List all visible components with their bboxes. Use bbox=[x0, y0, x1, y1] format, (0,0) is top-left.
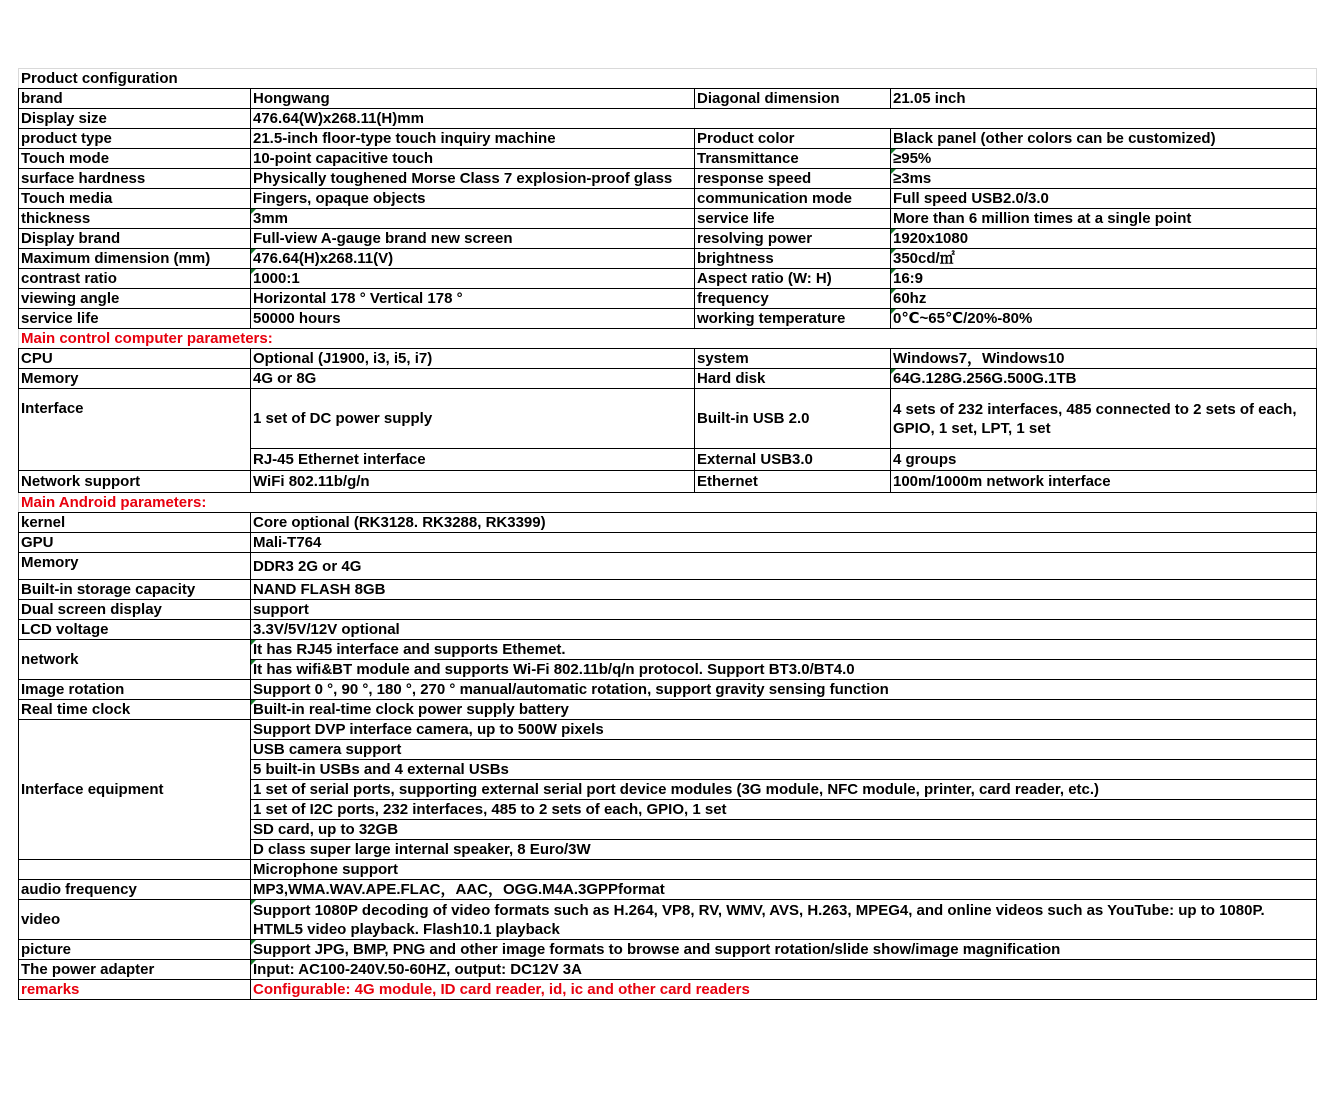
video-value: Support 1080P decoding of video formats such as H.264, VP8, RV, WMV, AVS, H.263, MPEG4, and online videos such as YouTube: up to 1080P. HTML5 video playback. Flash10.1 playback bbox=[251, 900, 1317, 940]
aspect-ratio-label: Aspect ratio (W: H) bbox=[695, 269, 891, 289]
usb30-label: External USB3.0 bbox=[695, 449, 891, 471]
picture-value: Support JPG, BMP, PNG and other image formats to browse and support rotation/slide show/image magnification bbox=[251, 940, 1317, 960]
remarks-value: Configurable: 4G module, ID card reader, id, ic and other card readers bbox=[251, 980, 1317, 1000]
power-adapter-label: The power adapter bbox=[19, 960, 251, 980]
viewing-angle-value: Horizontal 178 ° Vertical 178 ° bbox=[251, 289, 695, 309]
dc-power-value: 1 set of DC power supply bbox=[251, 389, 695, 449]
dual-screen-label: Dual screen display bbox=[19, 600, 251, 620]
usb20-value: 4 sets of 232 interfaces, 485 connected to 2 sets of each, GPIO, 1 set, LPT, 1 set bbox=[891, 389, 1317, 449]
brightness-label: brightness bbox=[695, 249, 891, 269]
touch-mode-label: Touch mode bbox=[19, 149, 251, 169]
image-rotation-label: Image rotation bbox=[19, 680, 251, 700]
android-memory-value: DDR3 2G or 4G bbox=[251, 553, 1317, 580]
storage-value: NAND FLASH 8GB bbox=[251, 580, 1317, 600]
brand-label: brand bbox=[19, 89, 251, 109]
touch-mode-value: 10-point capacitive touch bbox=[251, 149, 695, 169]
rj45-value: RJ-45 Ethernet interface bbox=[251, 449, 695, 471]
comm-mode-value: Full speed USB2.0/3.0 bbox=[891, 189, 1317, 209]
product-color-label: Product color bbox=[695, 129, 891, 149]
cpu-value: Optional (J1900, i3, i5, i7) bbox=[251, 349, 695, 369]
service-life-label: service life bbox=[19, 309, 251, 329]
ethernet-value: 100m/1000m network interface bbox=[891, 471, 1317, 493]
interface-item: 5 built-in USBs and 4 external USBs bbox=[251, 760, 1317, 780]
system-value: Windows7，Windows10 bbox=[891, 349, 1317, 369]
thickness-value: 3mm bbox=[251, 209, 695, 229]
audio-label: audio frequency bbox=[19, 880, 251, 900]
android-heading: Main Android parameters: bbox=[19, 493, 1317, 513]
usb20-label: Built-in USB 2.0 bbox=[695, 389, 891, 449]
power-adapter-value: Input: AC100-240V.50-60HZ, output: DC12V 3A bbox=[251, 960, 1317, 980]
interface-item: D class super large internal speaker, 8 Euro/3W bbox=[251, 840, 1317, 860]
transmittance-value: ≥95% bbox=[891, 149, 1317, 169]
display-brand-value: Full-view A-gauge brand new screen bbox=[251, 229, 695, 249]
rtc-value: Built-in real-time clock power supply battery bbox=[251, 700, 1317, 720]
cpu-label: CPU bbox=[19, 349, 251, 369]
product-type-label: product type bbox=[19, 129, 251, 149]
hard-disk-label: Hard disk bbox=[695, 369, 891, 389]
remarks-label: remarks bbox=[19, 980, 251, 1000]
dual-screen-value: support bbox=[251, 600, 1317, 620]
hard-disk-value: 64G.128G.256G.500G.1TB bbox=[891, 369, 1317, 389]
response-speed-value: ≥3ms bbox=[891, 169, 1317, 189]
network-support-value: WiFi 802.11b/g/n bbox=[251, 471, 695, 493]
frequency-label: frequency bbox=[695, 289, 891, 309]
diagonal-label: Diagonal dimension bbox=[695, 89, 891, 109]
product-type-value: 21.5-inch floor-type touch inquiry machine bbox=[251, 129, 695, 149]
system-label: system bbox=[695, 349, 891, 369]
display-brand-label: Display brand bbox=[19, 229, 251, 249]
interface-item: SD card, up to 32GB bbox=[251, 820, 1317, 840]
microphone-label bbox=[19, 860, 251, 880]
interface-item: 1 set of serial ports, supporting external serial port device modules (3G module, NFC module, printer, card reader, etc.) bbox=[251, 780, 1317, 800]
picture-label: picture bbox=[19, 940, 251, 960]
touch-media-value: Fingers, opaque objects bbox=[251, 189, 695, 209]
product-color-value: Black panel (other colors can be customized) bbox=[891, 129, 1317, 149]
rtc-label: Real time clock bbox=[19, 700, 251, 720]
service-life-touch-value: More than 6 million times at a single point bbox=[891, 209, 1317, 229]
kernel-label: kernel bbox=[19, 513, 251, 533]
interface-item: 1 set of I2C ports, 232 interfaces, 485 to 2 sets of each, GPIO, 1 set bbox=[251, 800, 1317, 820]
max-dimension-label: Maximum dimension (mm) bbox=[19, 249, 251, 269]
interface-item: Support DVP interface camera, up to 500W pixels bbox=[251, 720, 1317, 740]
ethernet-label: Ethernet bbox=[695, 471, 891, 493]
memory-label: Memory bbox=[19, 369, 251, 389]
lcd-voltage-value: 3.3V/5V/12V optional bbox=[251, 620, 1317, 640]
android-network-value-2: It has wifi&BT module and supports Wi-Fi 802.11b/q/n protocol. Support BT3.0/BT4.0 bbox=[251, 660, 1317, 680]
brand-value: Hongwang bbox=[251, 89, 695, 109]
network-support-label: Network support bbox=[19, 471, 251, 493]
interface-item: USB camera support bbox=[251, 740, 1317, 760]
memory-value: 4G or 8G bbox=[251, 369, 695, 389]
audio-value: MP3,WMA.WAV.APE.FLAC，AAC，OGG.M4A.3GPPformat bbox=[251, 880, 1317, 900]
touch-media-label: Touch media bbox=[19, 189, 251, 209]
thickness-label: thickness bbox=[19, 209, 251, 229]
gpu-value: Mali-T764 bbox=[251, 533, 1317, 553]
contrast-ratio-value: 1000:1 bbox=[251, 269, 695, 289]
android-memory-label: Memory bbox=[19, 553, 251, 580]
surface-hardness-value: Physically toughened Morse Class 7 explosion-proof glass bbox=[251, 169, 695, 189]
video-label: video bbox=[19, 900, 251, 940]
service-life-touch-label: service life bbox=[695, 209, 891, 229]
resolving-power-label: resolving power bbox=[695, 229, 891, 249]
display-size-value: 476.64(W)x268.11(H)mm bbox=[251, 109, 1317, 129]
resolving-power-value: 1920x1080 bbox=[891, 229, 1317, 249]
max-dimension-value: 476.64(H)x268.11(V) bbox=[251, 249, 695, 269]
gpu-label: GPU bbox=[19, 533, 251, 553]
response-speed-label: response speed bbox=[695, 169, 891, 189]
spec-table bbox=[18, 68, 1317, 1000]
service-life-value: 50000 hours bbox=[251, 309, 695, 329]
image-rotation-value: Support 0 °, 90 °, 180 °, 270 ° manual/automatic rotation, support gravity sensing function bbox=[251, 680, 1317, 700]
diagonal-value: 21.05 inch bbox=[891, 89, 1317, 109]
contrast-ratio-label: contrast ratio bbox=[19, 269, 251, 289]
working-temp-label: working temperature bbox=[695, 309, 891, 329]
working-temp-value: 0℃~65℃/20%-80% bbox=[891, 309, 1317, 329]
display-size-label: Display size bbox=[19, 109, 251, 129]
comm-mode-label: communication mode bbox=[695, 189, 891, 209]
interface-equipment-label: Interface equipment bbox=[19, 720, 251, 860]
android-network-label: network bbox=[19, 640, 251, 680]
main-control-heading: Main control computer parameters: bbox=[19, 329, 1317, 349]
surface-hardness-label: surface hardness bbox=[19, 169, 251, 189]
microphone-value: Microphone support bbox=[251, 860, 1317, 880]
viewing-angle-label: viewing angle bbox=[19, 289, 251, 309]
storage-label: Built-in storage capacity bbox=[19, 580, 251, 600]
usb30-value: 4 groups bbox=[891, 449, 1317, 471]
aspect-ratio-value: 16:9 bbox=[891, 269, 1317, 289]
lcd-voltage-label: LCD voltage bbox=[19, 620, 251, 640]
table-title: Product configuration bbox=[19, 69, 1317, 89]
android-network-value-1: It has RJ45 interface and supports Ethemet. bbox=[251, 640, 1317, 660]
kernel-value: Core optional (RK3128. RK3288, RK3399) bbox=[251, 513, 1317, 533]
transmittance-label: Transmittance bbox=[695, 149, 891, 169]
frequency-value: 60hz bbox=[891, 289, 1317, 309]
brightness-value: 350cd/㎡ bbox=[891, 249, 1317, 269]
interface-label: Interface bbox=[19, 389, 251, 471]
